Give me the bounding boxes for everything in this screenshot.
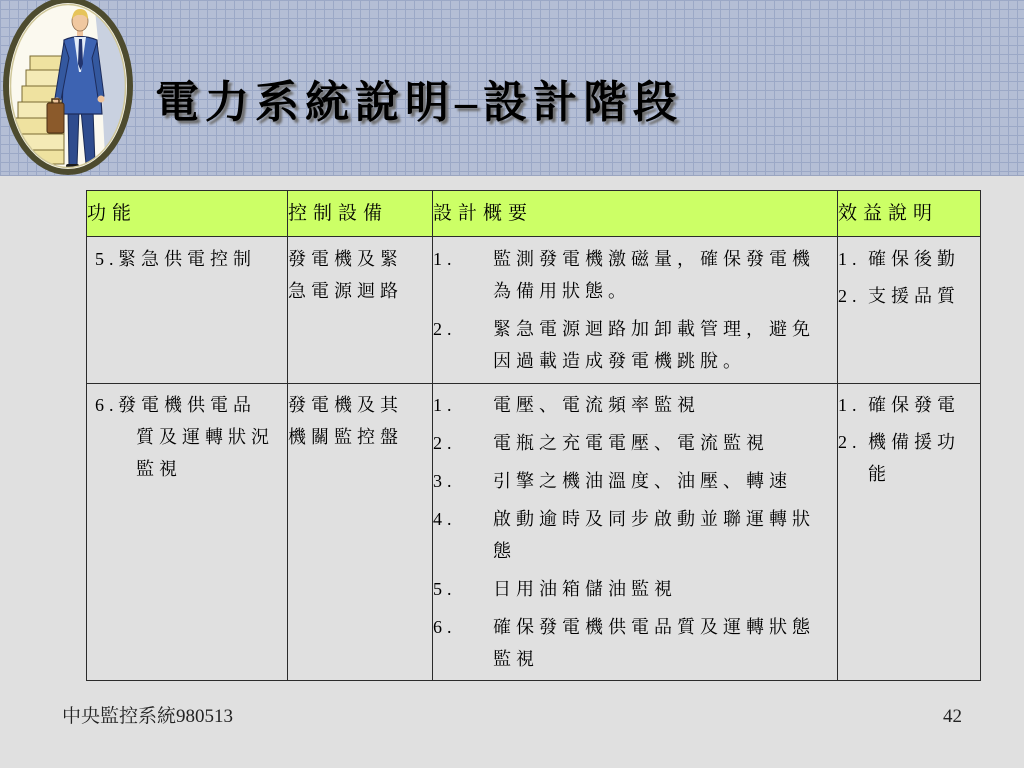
equipment-cell	[288, 237, 433, 384]
item-text: 支援品質	[868, 286, 960, 306]
item-number: 2.	[838, 286, 862, 306]
item-text: 啟動逾時及同步啟動並聯運轉狀態	[493, 509, 815, 561]
list-item	[838, 243, 980, 275]
item-text: 電壓、電流頻率監視	[493, 395, 700, 415]
equipment-text: 發電機及緊急電源迴路	[288, 249, 403, 301]
list-item	[433, 465, 837, 497]
column-header-equipment: 控制設備	[288, 191, 433, 237]
item-number: 2.	[838, 432, 862, 452]
column-header-function: 功能	[87, 191, 288, 237]
function-item	[95, 389, 276, 485]
list-item	[433, 611, 837, 675]
benefit-cell	[838, 384, 981, 681]
list-item	[433, 389, 837, 421]
item-number: 5.	[433, 579, 457, 599]
slide-title: 電力系統說明–設計階段	[155, 78, 683, 127]
item-text: 監測發電機激磁量，確保發電機為備用狀態。	[493, 249, 815, 301]
item-number: 6.	[95, 395, 119, 415]
item-number: 2.	[433, 433, 457, 453]
briefcase	[47, 99, 64, 133]
list-item	[838, 280, 980, 312]
item-number: 4.	[433, 509, 457, 529]
item-text: 引擎之機油溫度、油壓、轉速	[493, 471, 792, 491]
function-text: 緊急供電控制	[118, 249, 256, 269]
list-item	[433, 313, 837, 377]
table-row	[87, 384, 981, 681]
equipment-text: 發電機及其機關監控盤	[288, 395, 403, 447]
item-text: 日用油箱儲油監視	[493, 579, 677, 599]
item-number: 5.	[95, 249, 119, 269]
item-number: 6.	[433, 617, 457, 637]
function-item	[95, 243, 276, 275]
briefcase-body	[47, 103, 64, 133]
item-text: 緊急電源迴路加卸載管理，避免因過載造成發電機跳脫。	[493, 319, 815, 371]
list-item	[433, 503, 837, 567]
design-summary-cell	[433, 384, 838, 681]
item-text: 確保發電機供電品質及運轉狀態監視	[493, 617, 815, 669]
page-number: 42	[943, 706, 962, 727]
function-text: 發電機供電品質及運轉狀況監視	[118, 395, 274, 479]
list-item	[433, 427, 837, 459]
item-text: 確保發電	[868, 395, 960, 415]
table-row	[87, 237, 981, 384]
right-hand	[98, 96, 105, 103]
item-number: 1.	[433, 395, 457, 415]
left-leg	[68, 110, 79, 166]
item-text: 機備援功能	[868, 432, 960, 484]
item-number: 2.	[433, 319, 457, 339]
item-number: 1.	[838, 249, 862, 269]
stair-step	[30, 56, 64, 70]
column-header-benefits: 效益說明	[838, 191, 981, 237]
table-header-row	[87, 191, 981, 237]
list-item	[838, 389, 980, 421]
design-table	[86, 190, 981, 681]
list-item	[433, 243, 837, 307]
column-header-design-summary: 設計概要	[433, 191, 838, 237]
equipment-cell	[288, 384, 433, 681]
design-summary-cell	[433, 237, 838, 384]
list-item	[433, 573, 837, 605]
footer-text: 中央監控系統980513	[62, 706, 234, 727]
item-text: 電瓶之充電電壓、電流監視	[493, 433, 769, 453]
function-cell	[87, 384, 288, 681]
benefit-cell	[838, 237, 981, 384]
businessman-clipart	[0, 0, 136, 176]
item-number: 1.	[838, 395, 862, 415]
item-number: 3.	[433, 471, 457, 491]
list-item	[838, 426, 980, 490]
item-text: 確保後勤	[868, 249, 960, 269]
item-number: 1.	[433, 249, 457, 269]
function-cell	[87, 237, 288, 384]
